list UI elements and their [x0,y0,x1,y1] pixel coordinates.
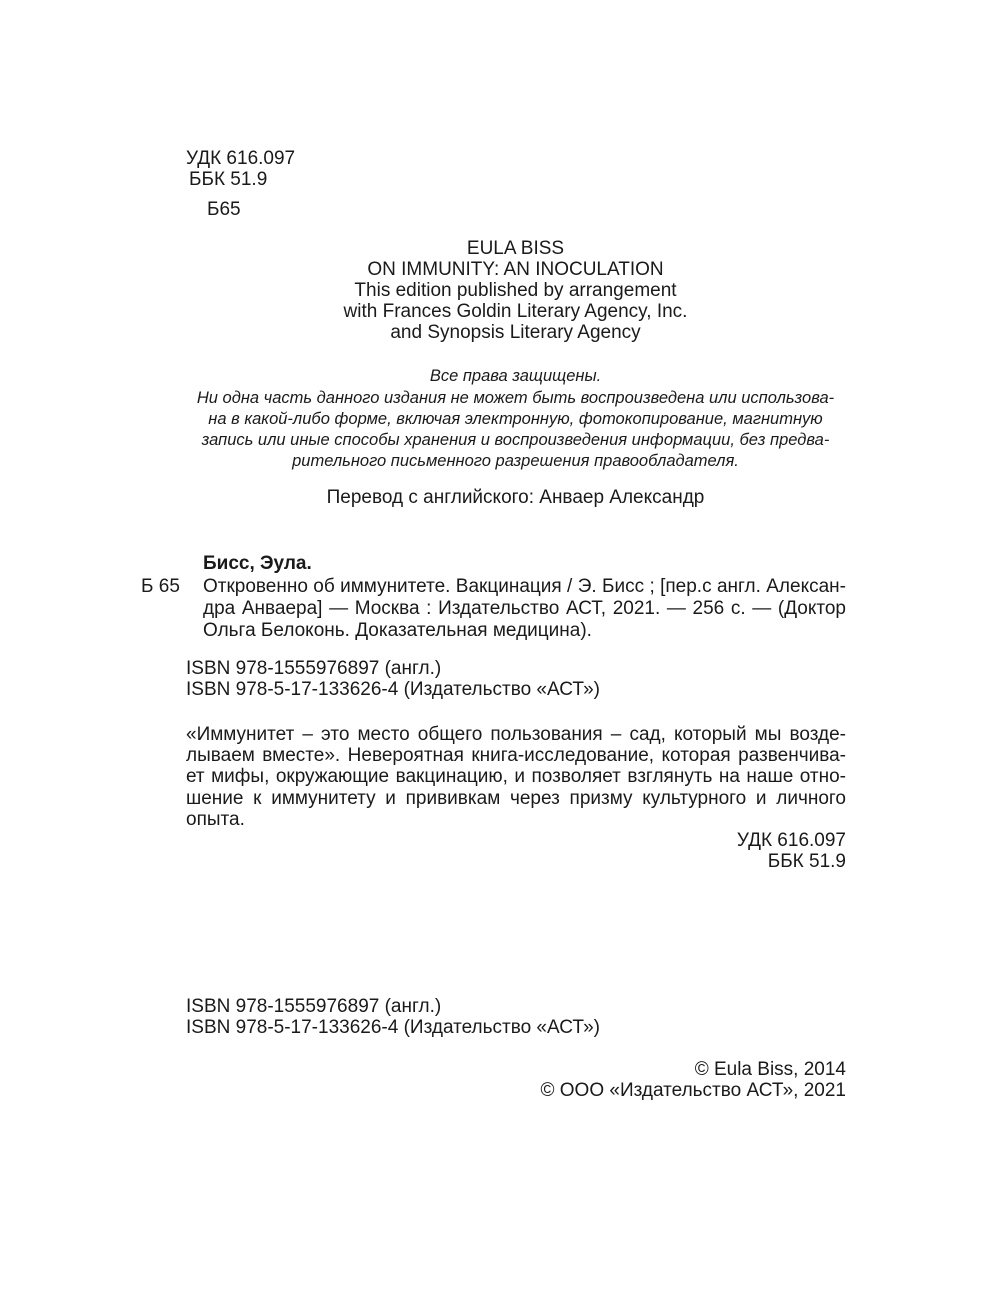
bbk-code-top: ББК 51.9 [189,169,268,190]
copyright-publisher: © ООО «Издательство АСТ», 2021 [540,1080,846,1101]
translation-credit: Перевод с английского: Анваер Александр [326,487,705,508]
rights-text-line-2: на в какой-либо форме, включая электронную, фотокопирование, магнитную [208,410,823,428]
rights-text-line-1: Ни одна часть данного издания не может быть воспроизведена или использова- [196,389,835,407]
bbk-code-bottom: ББК 51.9 [767,851,846,872]
copyright-author: © Eula Biss, 2014 [694,1059,846,1080]
annotation-line-5: опыта. [186,809,245,830]
isbn-original-1: ISBN 978-1555976897 (англ.) [186,658,442,679]
isbn-russian-2: ISBN 978-5-17-133626-4 (Издательство «АСТ») [186,1017,601,1038]
annotation-line-1: «Иммунитет – это место общего пользования – сад, который мы возде- [186,724,846,745]
annotation-line-4: шение к иммунитету и прививкам через призму культурного и личного [186,788,846,809]
edition-note-line-2: with Frances Goldin Literary Agency, Inc. [343,301,688,322]
udk-code-bottom: УДК 616.097 [736,830,846,851]
annotation-line-2: лываем вместе». Невероятная книга-исследование, которая развенчива- [186,745,846,766]
catalog-line-2: дра Анваера] — Москва : Издательство АСТ, 2021. — 256 с. — (Доктор [203,598,846,619]
isbn-russian-1: ISBN 978-5-17-133626-4 (Издательство «АСТ») [186,679,601,700]
original-title: ON IMMUNITY: AN INOCULATION [367,259,664,280]
rights-text-line-4: рительного письменного разрешения правообладателя. [292,452,739,470]
catalog-line-3: Ольга Белоконь. Доказательная медицина). [203,620,592,641]
catalog-line-1: Откровенно об иммунитете. Вакцинация / Э. Бисс ; [пер.с англ. Алексан- [203,576,846,597]
udk-code-top: УДК 616.097 [186,148,296,169]
rights-heading: Все права защищены. [429,367,602,385]
edition-note-line-1: This edition published by arrangement [354,280,677,301]
rights-text-line-3: запись или иные способы хранения и воспроизведения информации, без предва- [201,431,830,449]
author-mark-top: Б65 [207,199,241,220]
annotation-line-3: ет мифы, окружающие вакцинацию, и позволяет взглянуть на наше отно- [186,766,846,787]
isbn-original-2: ISBN 978-1555976897 (англ.) [186,996,442,1017]
catalog-author-heading: Бисс, Эула. [203,553,312,574]
catalog-mark: Б 65 [141,576,180,597]
edition-note-line-3: and Synopsis Literary Agency [390,322,641,343]
original-author: EULA BISS [466,238,565,259]
